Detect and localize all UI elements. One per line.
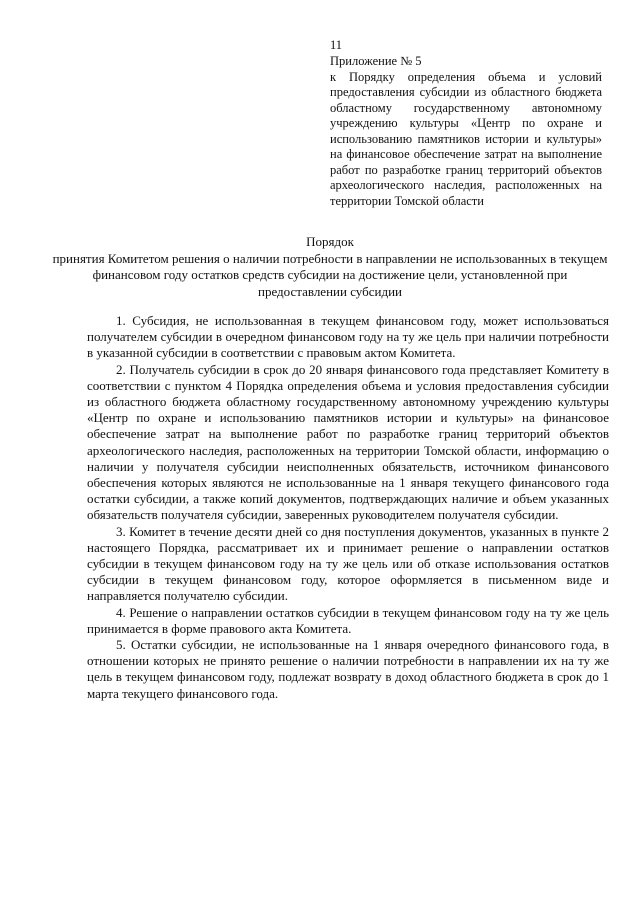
- paragraph-3: 3. Комитет в течение десяти дней со дня поступления документов, указанных в пункте 2 настоящего Порядка, рассматривает их и принимает решение о направлении остатков субсидии в текущем финансовом году на ту же цель или об отказе использования остатков субсидии в текущем финансовом году, которое оформляется в письменном виде и направляется получателю субсидии.: [87, 523, 609, 604]
- document-title: Порядок: [306, 234, 354, 249]
- appendix-title: Приложение № 5: [330, 54, 422, 68]
- paragraph-1: 1. Субсидия, не использованная в текущем финансовом году, может использоваться получателем субсидии в очередном финансовом году на ту же цель при наличии потребности в указанной субсидии в соответствии с правовым актом Комитета.: [87, 313, 609, 361]
- document-subtitle: принятия Комитетом решения о наличии потребности в направлении не использованных в текущем финансовом году остатков средств субсидии на достижение цели, установленной при предоставлении субсидии: [52, 250, 608, 299]
- document-body: [87, 313, 609, 702]
- document-heading: [50, 234, 610, 300]
- paragraph-4: 4. Решение о направлении остатков субсидии в текущем финансовом году на ту же цель принимается в форме правового акта Комитета.: [87, 604, 609, 636]
- appendix-body: к Порядку определения объема и условий предоставления субсидии из областного бюджета областному государственному автономному учреждению культуры «Центр по охране и использованию памятников истории и культуры» на финансовое обеспечение затрат на выполнение работ по разработке границ территорий объектов археологического наследия, расположенных на территории Томской области: [330, 69, 602, 208]
- appendix-block: [330, 54, 602, 209]
- paragraph-5: 5. Остатки субсидии, не использованные на 1 января очередного финансового года, в отношении которых не принято решение о наличии потребности в направлении их на ту же цель в текущем финансовом году, подлежат возврату в доход областного бюджета в срок до 1 марта текущего финансового года.: [87, 637, 609, 701]
- page-number: 11: [330, 38, 343, 52]
- paragraph-2: 2. Получатель субсидии в срок до 20 января финансового года представляет Комитету в соответствии с пунктом 4 Порядка определения объема и условия предоставления субсидии из областного бюджета областному государственному автономному учреждению культуры «Центр по охране и использованию памятников истории и культуры» на финансовое обеспечение затрат на выполнение работ по разработке границ территорий объектов археологического наследия, расположенных на территории Томской области, информацию о наличии у получателя субсидии неисполненных обязательств, источником финансового обеспечения которых являются не использованные на 1 января текущего финансового года остатки субсидии, а также копий документов, подтверждающих наличие и объем указанных обязательств получателя субсидии, заверенных руководителем получателя субсидии.: [87, 361, 609, 523]
